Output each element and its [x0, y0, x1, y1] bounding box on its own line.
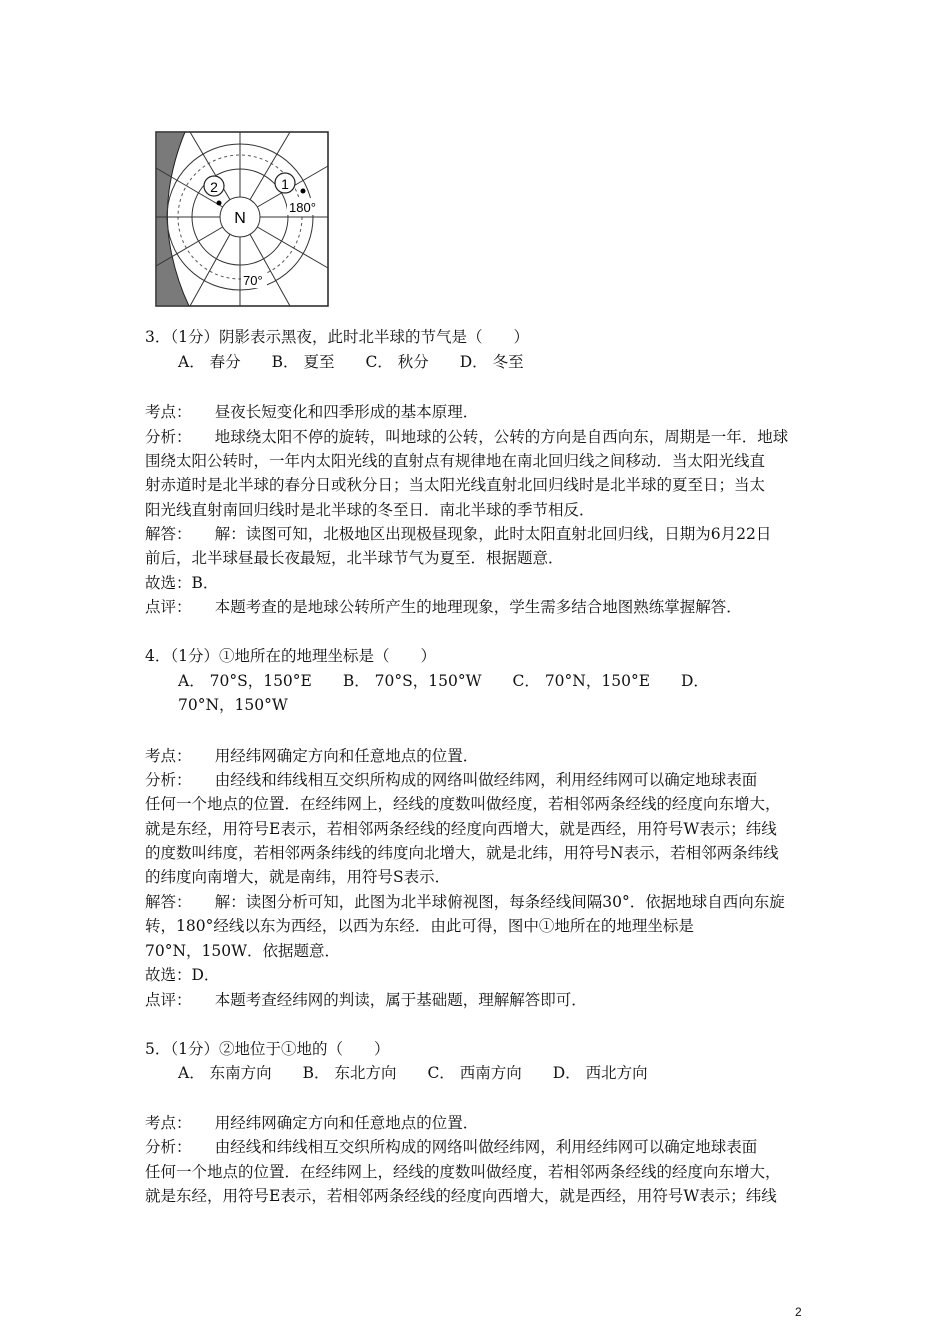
q3-fenxi-line: 阳光线直射南回归线时是北半球的冬至日．南北半球的季节相反．: [145, 501, 595, 519]
q5-kaodian: 考点： 用经纬网确定方向和任意地点的位置．: [145, 1114, 479, 1132]
q4-jieda-line: 解答： 解：读图分析可知，此图为北半球俯视图，每条经线间隔30°．依据地球自西向东旋: [145, 893, 785, 911]
point-1-label: 1: [281, 176, 289, 192]
q3-options: A． 春分 B． 夏至 C． 秋分 D． 冬至: [178, 353, 524, 371]
q3-answer: 故选：B．: [145, 574, 219, 592]
lat-label: 70°: [243, 273, 263, 288]
q4-kaodian: 考点： 用经纬网确定方向和任意地点的位置．: [145, 747, 479, 765]
q5-stem: 5．（1分）②地位于①地的（ ）: [145, 1040, 390, 1058]
q3-jieda-line: 前后，北半球昼最长夜最短，北半球节气为夏至．根据题意．: [145, 549, 564, 567]
q4-fenxi-line: 的度数叫纬度，若相邻两条纬线的纬度向北增大，就是北纬，用符号N表示，若相邻两条纬线: [145, 844, 779, 862]
point-2-dot: [217, 201, 222, 206]
lon-label: 180°: [289, 200, 316, 215]
q3-kaodian: 考点： 昼夜长短变化和四季形成的基本原理．: [145, 403, 479, 421]
q5-options: A． 东南方向 B． 东北方向 C． 西南方向 D． 西北方向: [178, 1064, 648, 1082]
q3-fenxi-line: 射赤道时是北半球的春分日或秋分日；当太阳光线直射北回归线时是北半球的夏至日；当太: [145, 476, 766, 494]
q4-stem: 4．（1分）①地所在的地理坐标是（ ）: [145, 647, 436, 665]
q3-dianping: 点评： 本题考查的是地球公转所产生的地理现象，学生需多结合地图熟练掌握解答．: [145, 598, 742, 616]
q4-options-line2: 70°N，150°W: [178, 696, 288, 714]
q5-fenxi-line: 任何一个地点的位置．在经纬网上，经线的度数叫做经度，若相邻两条经线的经度向东增大，: [145, 1163, 781, 1181]
q3-jieda-line: 解答： 解：读图可知，北极地区出现极昼现象，此时太阳直射北回归线，日期为6月22日: [145, 525, 772, 543]
q5-fenxi-line: 分析： 由经线和纬线相互交织所构成的网络叫做经纬网，利用经纬网可以确定地球表面: [145, 1138, 758, 1156]
q4-fenxi-line: 任何一个地点的位置．在经纬网上，经线的度数叫做经度，若相邻两条经线的经度向东增大，: [145, 795, 781, 813]
q3-fenxi-line: 分析： 地球绕太阳不停的旋转，叫地球的公转，公转的方向是自西向东，周期是一年．地球: [145, 428, 789, 446]
q3-stem: 3．（1分）阴影表示黑夜，此时北半球的节气是（ ）: [145, 328, 529, 346]
q5-fenxi-line: 就是东经，用符号E表示，若相邻两条经线的经度向西增大，就是西经，用符号W表示；纬线: [145, 1187, 777, 1205]
point-1-dot: [301, 189, 306, 194]
q4-options-line1: A． 70°S，150°E B． 70°S，150°W C． 70°N，150°E D．: [178, 672, 709, 690]
q4-answer: 故选：D．: [145, 966, 220, 984]
q4-jieda-line: 转，180°经线以东为西经，以西为东经．由此可得，图中①地所在的地理坐标是: [145, 917, 694, 935]
q3-fenxi-line: 围绕太阳公转时，一年内太阳光线的直射点有规律地在南北回归线之间移动．当太阳光线直: [145, 452, 766, 470]
pole-label: N: [234, 210, 246, 227]
point-2-label: 2: [210, 179, 218, 195]
q4-fenxi-line: 的纬度向南增大，就是南纬，用符号S表示．: [145, 868, 451, 886]
q4-fenxi-line: 就是东经，用符号E表示，若相邻两条经线的经度向西增大，就是西经，用符号W表示；纬线: [145, 820, 777, 838]
q4-dianping: 点评： 本题考查经纬网的判读，属于基础题，理解解答即可．: [145, 991, 587, 1009]
page-number: 2: [795, 1305, 802, 1319]
q4-jieda-line: 70°N，150W．依据题意．: [145, 942, 341, 960]
polar-map-figure: [155, 131, 329, 307]
q4-fenxi-line: 分析： 由经线和纬线相互交织所构成的网络叫做经纬网，利用经纬网可以确定地球表面: [145, 771, 758, 789]
